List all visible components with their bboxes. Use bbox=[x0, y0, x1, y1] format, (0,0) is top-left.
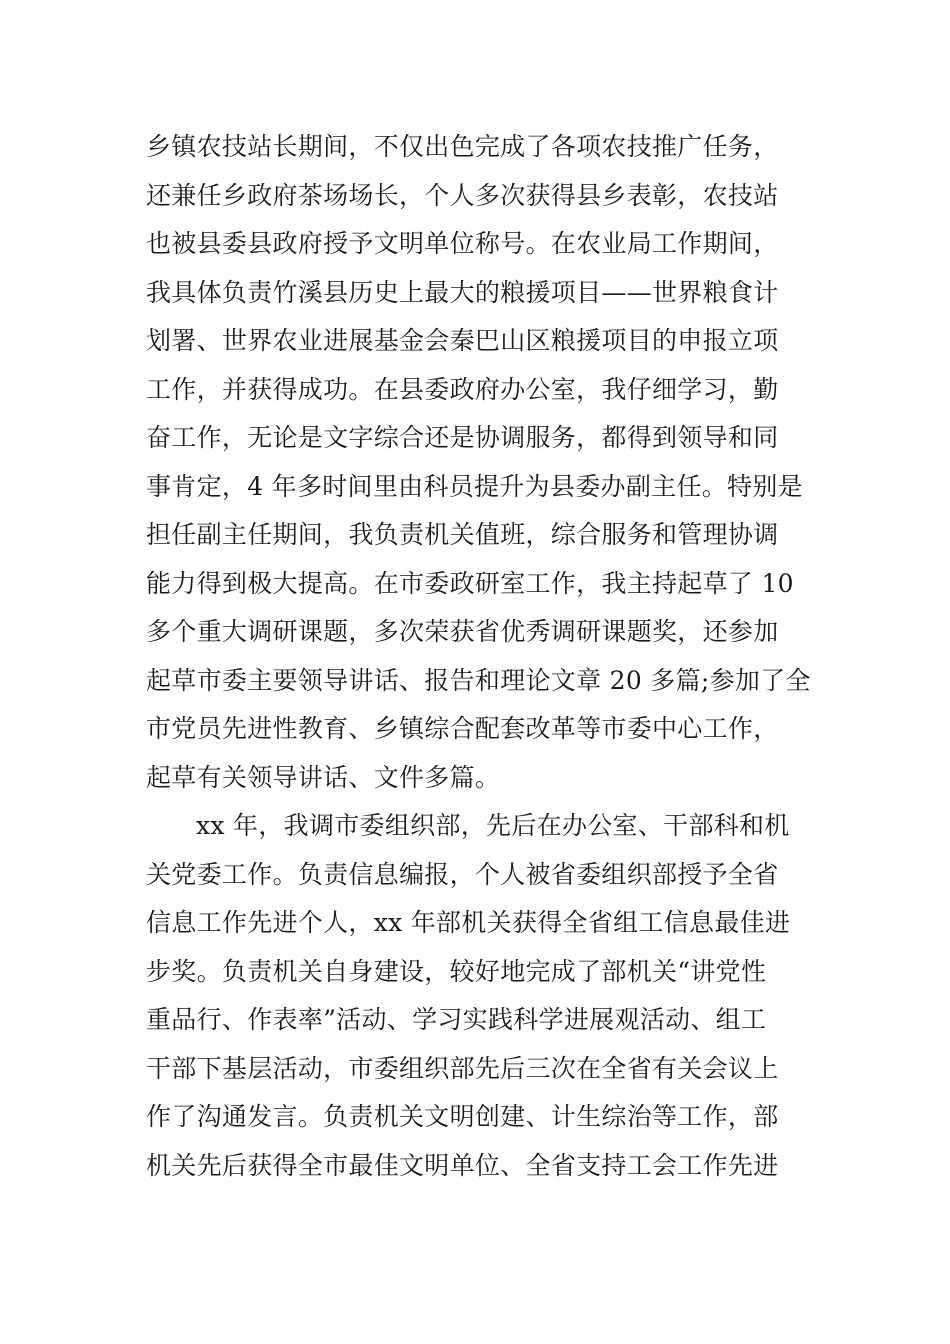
document-body bbox=[146, 123, 810, 1190]
text-line: 也被县委县政府授予文明单位称号。在农业局工作期间， bbox=[146, 229, 779, 258]
text-line-indented: xx 年，我调市委组织部，先后在办公室、干部科和机 bbox=[196, 811, 790, 840]
text-line: 我具体负责竹溪县历史上最大的粮援项目——世界粮食计 bbox=[146, 277, 779, 307]
text-line: 信息工作先进个人，xx 年部机关获得全省组工信息最佳进 bbox=[146, 908, 791, 937]
text-line: 干部下基层活动，市委组织部先后三次在全省有关会议上 bbox=[146, 1053, 779, 1083]
text-line: 还兼任乡政府茶场场长，个人多次获得县乡表彰，农技站 bbox=[146, 180, 779, 210]
text-line: 作了沟通发言。负责机关文明创建、计生综治等工作，部 bbox=[146, 1102, 779, 1131]
text-line: 市党员先进性教育、乡镇综合配套改革等市委中心工作， bbox=[146, 714, 779, 743]
paragraph-1 bbox=[146, 123, 810, 802]
text-line: 乡镇农技站长期间，不仅出色完成了各项农技推广任务， bbox=[146, 132, 779, 161]
text-line: 多个重大调研课题，多次荣获省优秀调研课题奖，还参加 bbox=[146, 617, 779, 646]
text-line: 关党委工作。负责信息编报，个人被省委组织部授予全省 bbox=[146, 859, 779, 889]
text-line: 担任副主任期间，我负责机关值班，综合服务和管理协调 bbox=[146, 520, 779, 549]
text-line: 奋工作，无论是文字综合还是协调服务，都得到领导和同 bbox=[146, 423, 779, 452]
paragraph-2 bbox=[146, 802, 810, 1190]
text-line: 重品行、作表率”活动、学习实践科学进展观活动、组工 bbox=[146, 1005, 767, 1034]
text-line: 事肯定，4 年多时间里由科员提升为县委办副主任。特别是 bbox=[146, 471, 803, 501]
text-line: 划署、世界农业进展基金会秦巴山区粮援项目的申报立项 bbox=[146, 326, 779, 355]
text-line: 机关先后获得全市最佳文明单位、全省支持工会工作先进 bbox=[146, 1150, 779, 1180]
text-line: 起草市委主要领导讲话、报告和理论文章 20 多篇;参加了全 bbox=[146, 665, 811, 695]
text-line: 起草有关领导讲话、文件多篇。 bbox=[146, 762, 501, 792]
text-line: 工作，并获得成功。在县委政府办公室，我仔细学习，勤 bbox=[146, 374, 779, 404]
text-line: 步奖。负责机关自身建设，较好地完成了部机关“讲党性 bbox=[146, 956, 767, 986]
text-line: 能力得到极大提高。在市委政研室工作，我主持起草了 10 bbox=[146, 568, 794, 598]
